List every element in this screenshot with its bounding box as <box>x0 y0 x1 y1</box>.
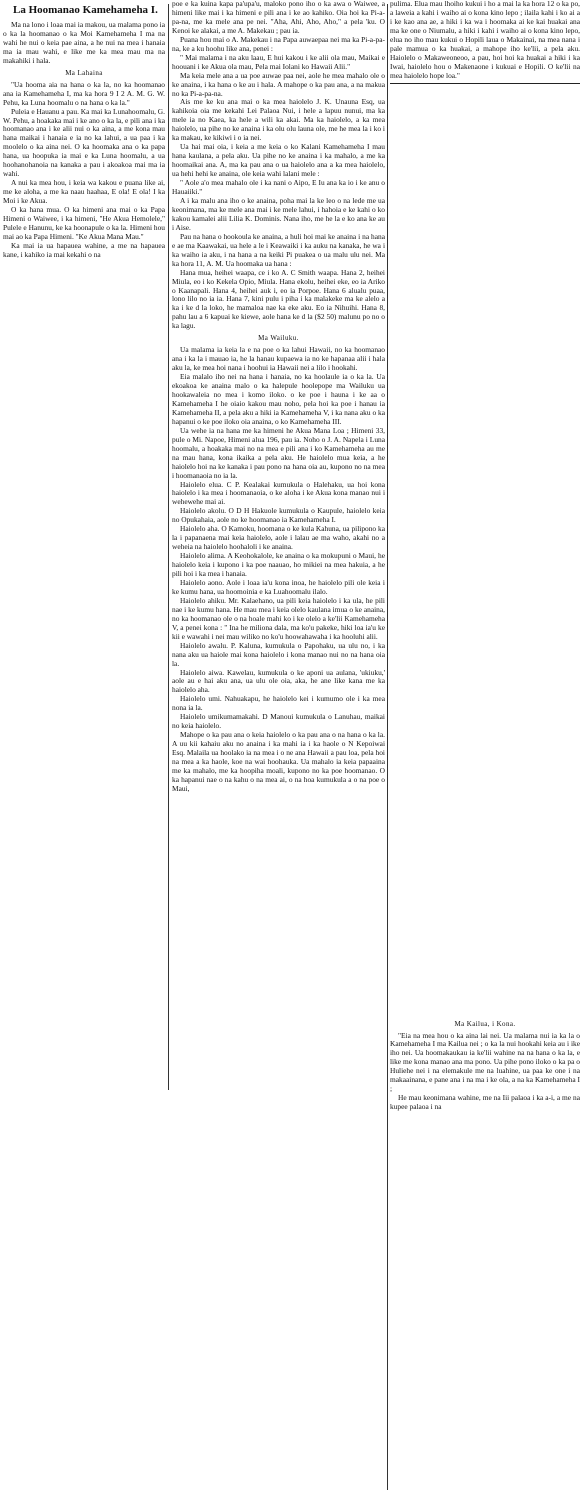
article-paragraph: Puana hou mai o A. Makekau i na Papa auwaepaa nei ma ka Pi-a-pa-na, ke a ku hoohu like ana, penei : <box>172 34 385 53</box>
article-paragraph: "Eia na mea hou o ka aina lai nei. Ua malama nui ia ka la o Kamehameha I ma Kailua nei ; o ka la nui hookahi keia au i ike iho nei. Ua hoomakaukau ia ke'lii wahine na na hana o ka la, e like me kona manao ana ma pono. Ua pihe pono iloko o ka pa o Huliehe nei i na elemakule me na luahine, ua paa ke one i na makaainana, e pane ana i na ma i ke ola, a na ka Kamehameha I ; <box>390 1030 580 1094</box>
article-paragraph: Haiolelo aono. Aole i loaa ia'u kona inoa, he haiolelo pili ole keia i ke kumu hana, ua hoomoinia e ka Luahoomalu ilalo. <box>172 578 385 596</box>
article-paragraph: O ka hana mua. O ka himeni ana mai o ka Papa Himeni o Waiwee, i ka himeni, "He Akua Hemolele," Pulele e Hanunu, ke ka hoonapule o ka la. Himeni hou mai ao ka Papa Himeni. "Ke Akua Mana Mau." <box>3 205 165 241</box>
article-paragraph: Haiolelo umi. Nahuakapu, he haiolelo kei i kumumo ole i ka mea nona ia la. <box>172 694 385 713</box>
article-paragraph: Puleia e Hauanu a pau. Ka mai ka Lunahoomalu, G. W. Pehu, a hoakaka mai i ke ano o ka la, e pili ana i ka hoomanao ana i ke alii nui o ka aina, a me kona mau hana maikai i hanaia e ia no ka lahui, a ua paa i ka moolelo o ka aina nei. O ka hoomaka ana o ka papa hana, ua hoopuka ia mai e ka Luna hoomalu, a ua hoohanohanoia na kanaka a pau i akoakoa mai ma ia wahi. <box>3 106 165 179</box>
song-verse: " Mai malama i na aku laau, E hui kakou i ke alii ola mau, Maikai e hoouani i ke Akua ola mau, Pela mai Iolani ko Hawaii Alii." <box>172 52 385 71</box>
section-heading-wailuku: Ma Wailuku. <box>258 334 299 343</box>
article-paragraph: Haiolelo aha. O Kamoku, hoomana o ke kula Kahuna, ua pilipono ka la i papanaena mai keia haiolelo, aole i lalau ae ma waho, akahi no a weheia na haiolelo hoohaloli i ke anaina. <box>172 524 385 552</box>
article-paragraph: Haiolelo aiwa. Kawelau, kumukula o ke aponi ua aulana, 'ukiuku,' aole au e hai aku ana, ua ulu ole oia, aka, he ane like kana me ka haiolelo aha. <box>172 667 385 695</box>
song-verse: " Aole a'o mea mahalo ole i ka nani o Aipo, E Iu ana ka io i ke anu o Hauaiiki." <box>172 178 385 197</box>
article-paragraph: Eia malalo iho nei na hana i hanaia, no ka hoolaule ia o ka la. Ua ekoakoa ke anaina malo o ka halepule hoolepope ma Wailuku ua hookawaleia no mea i komo iloko. o ke poe i hauna i ke aa o Kamehameha I he oiaio kakou mau noho, pela hoi ka poe i hanau ia Kamehameha II, a pela aku a hiki ia Kamehameha V, i ka nana aku o ka hapanui o ke poe iloko oia anaina, o ko Kamehameha III. <box>172 372 385 426</box>
article-headline: La Hoomanao Kamehameha I. <box>13 4 158 16</box>
article-paragraph: Ua hai mai oia, i keia a me keia o ko Kalani Kamehameha I mau hana kaulana, a pela aku. Ua pihe no ke anaina i ka mahalo, a me ka hoomaikai ana. A, ma ka pau ana o ua haiolelo ana a ka mea haiolelo, ua hehi hehi ke anaina, ole keia wahi lalani mele : <box>172 142 385 179</box>
article-paragraph: He mau keonimana wahine, me na Iii palaoa i ka a-i, a me na kupee palaoa i na <box>390 1093 580 1112</box>
article-end-rule <box>390 83 580 84</box>
article-intro: Ma na lono i loaa mai ia makou, ua malama pono ia o ka la hoomanao o ka Moi Kamehameha I ma na wahi he nui o keia pae aina, a he nui na mea i hanaia ma ia mau wahi, e like me ka mea mau ma na makahiki i hala. <box>3 20 165 65</box>
article-paragraph: Haiolelo awalu. P. Kaluna, kumukula o Papohaku, ua ulu no, i ka nana aku ua haiole mai kona haiolelo i kona manao nui no na hana oia la. <box>172 640 385 668</box>
column-rule-right <box>387 4 388 1490</box>
article-paragraph: Hana mua, heihei waapa, ce i ko A. C Smith waapa. Hana 2, heihei Miula, eo i ko Kekela Opio, Miula. Hana ekolu, heihei eke, eo ia Ariko o Kaanapali. Hana 4, heihei auk i, eo ia Porpoe. Hana 6 alualu puaa, lono lilo no ia ia. Hana 7, kini pulu i piha i ka malakeke ma ke alelo a ka i ke d la loko, he mamaloa nae ka eke aku. Eo ia Nihuihi. Hana 8, pahu lau a 6 kapuai ke kiewe, aole hana ke d la ($2 50) malunu po no o ka lagu. <box>172 267 385 331</box>
section-heading-kailua: Ma Kailua, i Kona. <box>454 1019 516 1028</box>
article-paragraph: Haiolelo alima. A Keohokalole, ke anaina o ka mokupuni o Maui, he haiolelo keia i kupono i ka poe naauao, ho mikiei na mea hakuia, a he pili hoi i ka mea i hanaia. <box>172 551 385 579</box>
article-paragraph: Haiolelo elua. C P. Kealakai kumukula o Halehaku, ua hoi kona haiolelo i ka mea i hoomanaoia, o ke aloha i ke Akua kona manao nui i wehewehe mai ai. <box>172 479 385 507</box>
article-paragraph: A i ka malu ana iho o ke anaina, poha mai la ke leo o na lede me ua keonimana, ma ke mele ana mai i ke mele lahui, i hahoia e ke kahi o ko kakou kamalei alii Lilia K. Dominis. Nana iho, me he la e ko ana ke au i Aise. <box>172 195 385 232</box>
column-two <box>172 0 385 794</box>
column-rule-left <box>168 4 169 1090</box>
article-paragraph: Ka mai ia ua hapauea wahine, a me na hapauea kane, i kahiko ia mai kekahi o na <box>3 240 165 259</box>
article-paragraph: Ais me ke ku ana mai o ka mea haiolelo J. K. Unauna Esq, ua kahikoia oia me kekahi Lei Palaoa Nui, i hele a lapuu nunui, ma ka mele ia no Kaea, ka hele a wili ka akai. Ma ka haiolelo, a ka mea haiolelo, ua pihe no ke anaina i ka olu olu launa ole, me he mea la i ko i ka makau, ke kikiwi i o ia nei. <box>172 97 385 143</box>
section-heading-lahaina: Ma Lahaina <box>65 68 103 77</box>
article-paragraph: Haiolelo umikumamakahi. D Manoui kumukula o Lanuhau, maikai no keia haiolelo. <box>172 712 385 731</box>
article-paragraph: Ua malama ia keia la e na poe o ka lahui Hawaii, no ka hoomanao ana i ka la i mauao ia, he la hanau kupaewa ia no ke hapanaa alii i hala aku la, ke mea hoi nana i hoohui ia Hawaii nei a lilo i hookahi. <box>172 345 385 373</box>
article-paragraph: Ua wehe ia na hana me ka himeni he Akua Mana Loa ; Himeni 33, pule o Mi. Napoe, Himeni alua 196, pau ia. Noho o J. A. Napela i Luna hoomalu, a hoakaka mai no na mea e pili ana i ko Kamehameha au me na mau hana, kona ikaika a pela aku. He haiolelo mua keia, a he haiolelo hoi na ke kanaka i pau pono na hana oia au, kupono no na mea i hoomanaoia no ia la. <box>172 425 385 480</box>
article-paragraph: "Ua hooma aia na hana o ka la, no ka hoomanao ana ia Kamehameha I, ma ka hora 9 I 2 A. M. G. W. Pehu, ka Luna hoomalu o na hana o ka la." <box>3 79 165 107</box>
article-paragraph: Haiolelo ahiku. Mr. Kalaehano, ua pili keia haiolelo i ka ula, he pili nae i ke kumu hana. He mau mea i keia olelo kaulana imua o ke anaina, no ka hoomanao ole o na hoale mahi ko i ke olelo a ke'lii Kamehameha V, a penei kona : " Ina he miliona dala, ma ko'u pakeke, hiki loa ia'u ke kii e wawahi i nei mau wiliko no ko'u hoowahawaha i ka hooluhi alii. <box>172 595 385 641</box>
article-paragraph: Pau na hana o hookoula ke anaina, a huli hoi mai ke anaina i na hana e ae ma Kaawakai, ua hele a le i Keawaiki i ka auku na kanaka, he wa i ka waiho ia aku, i na hana a na keiki Pi puakea o ua malu ulu nei. Ma ka hora 11, A. M. Ua hoomaka ua hana : <box>172 231 385 268</box>
article-paragraph: A nui ka mea hou, i keia wa kakou e puana like ai, me ke aloha, a me ka naau haahaa, E ola! E ola! I ka Moi i ke Akua. <box>3 178 165 206</box>
article-paragraph: Ma keia mele ana a ua poe auwae paa nei, aole he mea mahalo ole o ke anaina, i ka hana o ke au i hala. A mahope o ka pau ana, a na makua no ka Pi-a-pa-na. <box>172 70 385 98</box>
column-three <box>390 0 580 1112</box>
article-paragraph: Haiolelo akolu. O D H Hakuole kumukula o Kaupule, haiolelo keia no Opukahaia, aole no ke hoomanao ia Kamehameha I. <box>172 506 385 525</box>
article-paragraph: pulima. Elua mau lhoiho kukui i ho a mai la ka hora 12 o ka po, a laweia a kahi i waiho ai o kona kino lepo ; ilaila kahi i ko ai a i ke kao ana ae, a hiki i ka wa i hoomaka ai ke kai huakai ana ma ke one o Niumalu, a hiki i kahi i waiho ai o kona kino lepo, elua no iho mau kukui o Hopili laua o Makainai, na mea nana i pale mamua o ka huakai, a mahope iho ke'lii, a pela aku. Haiolelo o Makaweoneoo, a pau, hoi hoi ka huakai a hiki i ka Iwai, haiolelo hou o Makenaone i kukuai e Hopili. O ke'lii na mea haiolelo hope loa." <box>390 0 580 80</box>
article-paragraph: poe e ka kuina kapa pa'upa'u, maloko pono iho o ka awa o Waiwee, a himeni like mai i ka himeni e pili ana i ke ao kahiko. Oia hoi ka Pi-a-pa-na, me ka mele ana pe nei. "Aha, Ahi, Aho, Aho," a pela 'ku. O Kenoi ke alakai, a me A. Makekau ; pau ia. <box>172 0 385 35</box>
article-paragraph: Mahope o ka pau ana o keia haiolelo o ka pau ana o na hana o ka la. A uu kii kahaiu aku no anaina i ka mahi ia i ka haole o N Kepoiwai Esq. Malaila ua hoolako ia na mea i o ne ana Hawaii a pau loa, pela hoi na mea a ka haole, koe na wai hoohauka. Ua mahalo ia keia papaaina me ka mahalo, me ka hoopiha moali, kupono no ka poe hoomanao. O ka hapanui nae o na kahu o na mea ai, o na hoa kumukula a o na poe o Maui, <box>172 730 385 793</box>
column-one <box>3 0 165 260</box>
